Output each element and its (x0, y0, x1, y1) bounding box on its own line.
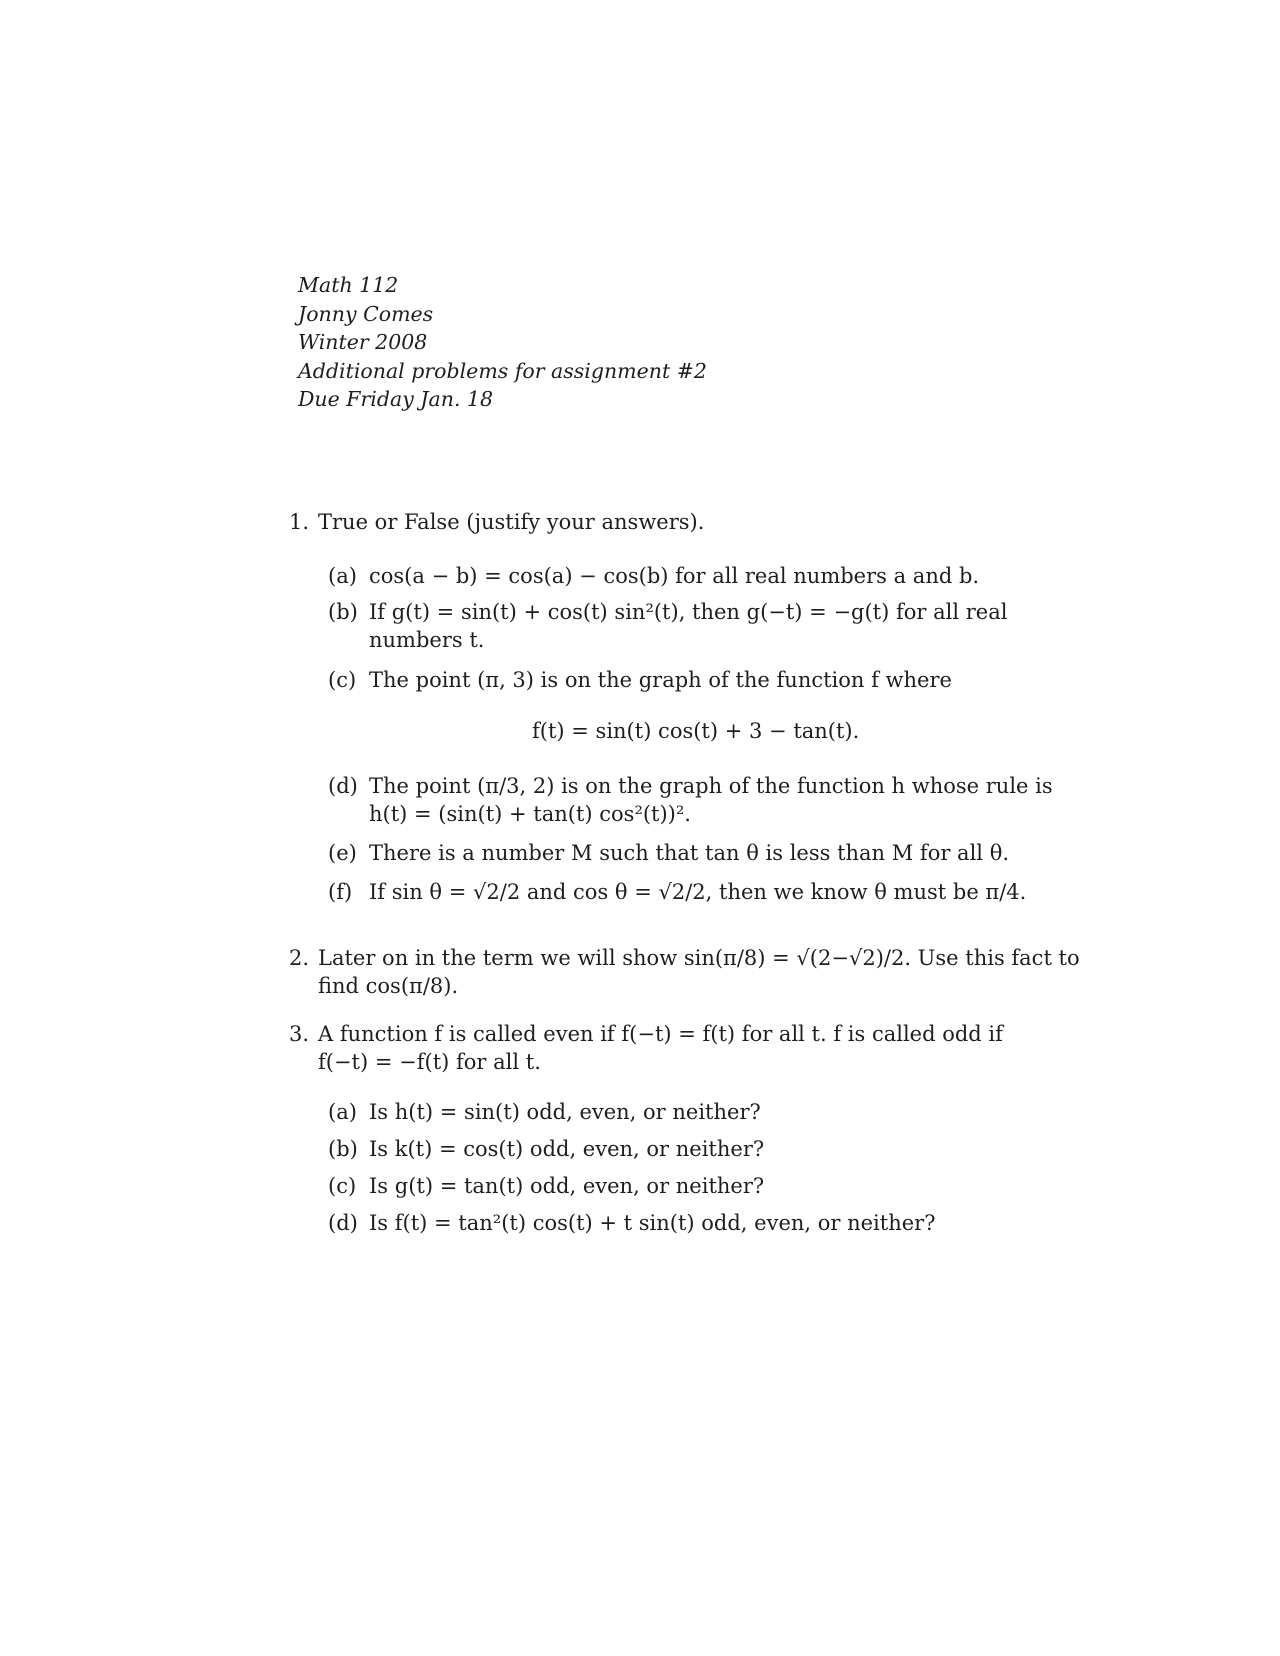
problem-1e-text: There is a number M such that tan θ is less than M for all θ. (369, 841, 1010, 865)
instructor-name: Jonny Comes (298, 301, 434, 326)
header-block (298, 271, 707, 414)
problem-1a-text: cos(a − b) = cos(a) − cos(b) for all real numbers a and b. (369, 564, 980, 588)
term: Winter 2008 (298, 330, 428, 354)
problem-3b-label: (b) (328, 1137, 358, 1161)
problem-3a-text: Is h(t) = sin(t) odd, even, or neither? (369, 1100, 761, 1124)
problem-2-line2: find cos(π/8). (318, 974, 459, 998)
problem-1a-label: (a) (328, 564, 357, 588)
problem-1d-line1: The point (π/3, 2) is on the graph of the function h whose rule is (369, 774, 1053, 798)
problem-1b-label: (b) (328, 600, 358, 624)
problem-2-line1: Later on in the term we will show sin(π/8) = √(2−√2)/2. Use this fact to (318, 946, 1080, 970)
problem-1d-label: (d) (328, 774, 358, 798)
problem-1c-display-equation: f(t) = sin(t) cos(t) + 3 − tan(t). (532, 719, 860, 743)
problem-3c-label: (c) (328, 1174, 357, 1198)
problem-3b-text: Is k(t) = cos(t) odd, even, or neither? (369, 1137, 765, 1161)
problem-1-number: 1. (289, 510, 310, 534)
course-name: Math 112 (298, 273, 399, 297)
problem-3d-text: Is f(t) = tan²(t) cos(t) + t sin(t) odd, even, or neither? (369, 1211, 936, 1235)
problem-3c-text: Is g(t) = tan(t) odd, even, or neither? (369, 1174, 765, 1198)
due-date: Due Friday Jan. 18 (298, 387, 494, 411)
assignment-title: Additional problems for assignment #2 (298, 358, 707, 383)
problem-1b-line1: If g(t) = sin(t) + cos(t) sin²(t), then g(−t) = −g(t) for all real (369, 600, 1008, 624)
problem-1e-label: (e) (328, 841, 357, 865)
problem-3-number: 3. (289, 1022, 310, 1046)
problem-1c-label: (c) (328, 668, 357, 692)
problem-1f-text: If sin θ = √2/2 and cos θ = √2/2, then we know θ must be π/4. (369, 880, 1027, 904)
problem-2-number: 2. (289, 946, 310, 970)
problem-1b-line2: numbers t. (369, 628, 485, 652)
problem-1c-text: The point (π, 3) is on the graph of the function f where (369, 668, 952, 692)
problem-1-intro: True or False (justify your answers). (318, 510, 705, 534)
problem-3-line1: A function f is called even if f(−t) = f(t) for all t. f is called odd if (318, 1022, 1003, 1046)
problem-1d-line2: h(t) = (sin(t) + tan(t) cos²(t))². (369, 802, 691, 826)
problem-1f-label: (f) (328, 880, 353, 904)
problem-3a-label: (a) (328, 1100, 357, 1124)
problem-3d-label: (d) (328, 1211, 358, 1235)
problem-3-line2: f(−t) = −f(t) for all t. (318, 1050, 541, 1074)
